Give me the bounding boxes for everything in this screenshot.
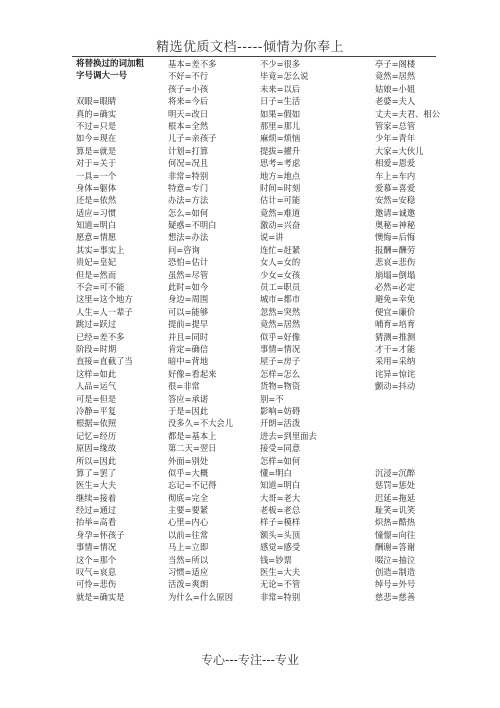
word-pair: 非常=特别	[260, 591, 301, 602]
word-pair	[375, 417, 493, 429]
word-pair: 医生=大夫	[260, 567, 301, 578]
word-pair: 怎样=怎么	[260, 368, 301, 379]
word-pair: 已经=差不多	[76, 331, 125, 342]
word-pair: 彻底=完全	[168, 492, 209, 503]
word-pair: 暗中=背地	[168, 356, 209, 367]
word-pair: 根据=依照	[76, 418, 117, 429]
word-pair: 时间=时刻	[260, 182, 301, 193]
word-pair: 竟然=居然	[375, 71, 416, 82]
word-pair: 炽热=酷热	[375, 517, 416, 528]
word-pair: 适应=习惯	[76, 207, 117, 218]
word-pair: 肯定=确信	[168, 343, 209, 354]
word-pair: 恐怕=估计	[168, 257, 209, 268]
word-pair: 知道=明白	[76, 220, 117, 231]
word-pair: 身边=周围	[168, 294, 209, 305]
word-pair: 估计=可能	[260, 195, 301, 206]
word-pair: 其实=事实上	[76, 244, 125, 255]
word-pair: 必然=必定	[375, 282, 416, 293]
word-pair: 问=咨询	[168, 244, 200, 255]
word-pair: 相爱=恩爱	[375, 158, 416, 169]
word-pair: 进去=到里面去	[260, 430, 317, 441]
word-pair: 就是=确实是	[76, 591, 125, 602]
word-pair: 事情=情况	[260, 343, 301, 354]
word-pair: 屋子=房子	[260, 356, 301, 367]
word-pair: 啜泣=抽泣	[375, 554, 416, 565]
word-pair: 懂=明白	[260, 467, 292, 478]
word-pair: 不会=可不能	[76, 282, 125, 293]
word-pair: 很=非常	[168, 381, 200, 392]
word-pair: 接受=同意	[260, 443, 301, 454]
word-pair: 别=不	[260, 393, 284, 404]
word-pair: 原因=缘故	[76, 443, 117, 454]
header-divider	[72, 56, 436, 57]
word-pair: 可以=能够	[168, 306, 209, 317]
word-pair: 采用=采纳	[375, 356, 416, 367]
word-pair: 基本=差不多	[168, 59, 217, 69]
word-pair: 奥秘=神秘	[375, 220, 416, 231]
word-pair: 冷静=平复	[76, 405, 117, 416]
word-pair: 没多久=不大会儿	[168, 418, 234, 429]
word-column-2	[168, 58, 258, 603]
word-pair: 怎么=如何	[168, 207, 209, 218]
word-pair: 身孕=怀孩子	[76, 529, 125, 540]
word-pair: 似乎=好像	[260, 331, 301, 342]
word-pair: 激动=兴奋	[260, 220, 301, 231]
word-pair: 那里=那儿	[260, 120, 301, 131]
word-pair: 货物=物资	[260, 381, 301, 392]
word-pair: 提拔=擢升	[260, 145, 301, 156]
word-pair: 办法=方法	[168, 195, 209, 206]
word-pair: 耻笑=讥笑	[375, 505, 416, 516]
word-pair: 以前=往常	[168, 529, 209, 540]
word-pair	[375, 455, 493, 467]
word-pair: 钱=钞票	[260, 554, 292, 565]
word-pair: 安然=安稳	[375, 195, 416, 206]
word-pair: 事情=情况	[76, 542, 117, 553]
word-pair: 非常=特别	[168, 170, 209, 181]
word-pair: 说=讲	[260, 232, 284, 243]
word-pair: 根本=全然	[168, 120, 209, 131]
word-pair: 贵妃=皇妃	[76, 257, 117, 268]
word-pair: 这里=这个地方	[76, 294, 133, 305]
word-pair: 可是=但是	[76, 393, 117, 404]
word-column-1	[76, 58, 168, 603]
word-pair: 憧憬=向往	[375, 529, 416, 540]
word-pair: 崩塌=倒塌	[375, 269, 416, 280]
word-pair: 不少=很多	[260, 59, 301, 69]
word-pair: 便宜=廉价	[375, 306, 416, 317]
word-pair: 于是=因此	[168, 405, 209, 416]
word-pair: 悲哀=悲伤	[375, 257, 416, 268]
word-pair: 算了=罢了	[76, 467, 117, 478]
word-pair: 丈夫=夫君、相公	[375, 108, 441, 119]
word-pair: 大家=大伙儿	[375, 145, 424, 156]
word-pair: 主要=要紧	[168, 505, 209, 516]
word-pair: 不好=不行	[168, 71, 209, 82]
word-pair: 如果=假如	[260, 108, 301, 119]
word-pair: 姑娘=小姐	[375, 83, 416, 94]
word-pair: 真的=确实	[76, 108, 117, 119]
word-pair	[76, 83, 168, 95]
word-pair: 明天=改日	[168, 108, 209, 119]
word-column-4	[375, 58, 493, 603]
word-pair: 经过=通过	[76, 505, 117, 516]
column-heading-line: 将替换过的词加粗	[76, 59, 145, 69]
word-pair: 少年=青年	[375, 133, 416, 144]
word-pair: 车上=车内	[375, 170, 416, 181]
word-pair: 大哥=老大	[260, 492, 301, 503]
word-pair: 还是=依然	[76, 195, 117, 206]
word-pair: 酬谢=答谢	[375, 542, 416, 553]
word-pair: 避免=幸免	[375, 294, 416, 305]
word-pair: 忽然=突然	[260, 306, 301, 317]
word-pair: 惩罚=惩处	[375, 480, 416, 491]
word-column-3	[260, 58, 374, 603]
word-pair: 直接=直截了当	[76, 356, 133, 367]
word-pair: 颤动=抖动	[375, 381, 416, 392]
word-pair: 样子=模样	[260, 517, 301, 528]
word-pair: 何况=况且	[168, 158, 209, 169]
word-pair: 所以=因此	[76, 455, 117, 466]
word-pair: 抬举=高看	[76, 517, 117, 528]
word-pair: 感觉=感受	[260, 542, 301, 553]
word-pair: 少女=女孩	[260, 269, 301, 280]
word-pair: 心里=内心	[168, 517, 209, 528]
word-pair: 疑惑=不明白	[168, 220, 217, 231]
word-pair	[375, 405, 493, 417]
word-pair: 提前=提早	[168, 319, 209, 330]
word-pair: 马上=立即	[168, 542, 209, 553]
word-pair	[375, 430, 493, 442]
word-pair: 可怜=悲伤	[76, 579, 117, 590]
word-pair: 慈悲=慈善	[375, 591, 416, 602]
word-pair: 习惯=适应	[168, 567, 209, 578]
word-pair: 迟延=拖延	[375, 492, 416, 503]
word-pair	[375, 442, 493, 454]
word-pair: 创造=制造	[375, 567, 416, 578]
word-pair: 儿子=亲孩子	[168, 133, 217, 144]
word-pair: 额头=头顶	[260, 529, 301, 540]
word-pair: 为什么=什么原因	[168, 591, 234, 602]
word-pair: 特意=专门	[168, 182, 209, 193]
word-pair: 管家=总管	[375, 120, 416, 131]
word-pair: 城市=都市	[260, 294, 301, 305]
word-pair: 似乎=大概	[168, 467, 209, 478]
word-pair: 未来=以后	[260, 83, 301, 94]
word-pair: 才干=才能	[375, 343, 416, 354]
word-pair: 麻烦=烦恼	[260, 133, 301, 144]
word-pair: 这个=那个	[76, 554, 117, 565]
word-pair: 身体=躯体	[76, 182, 117, 193]
word-pair: 都是=基本上	[168, 430, 217, 441]
word-pair: 无论=不管	[260, 579, 301, 590]
word-pair: 对于=关于	[76, 158, 117, 169]
word-pair: 人生=人一辈子	[76, 306, 133, 317]
word-pair: 懊悔=后悔	[375, 232, 416, 243]
word-pair: 影响=妨碍	[260, 405, 301, 416]
word-pair: 跳过=跃过	[76, 319, 117, 330]
word-pair: 愿意=情愿	[76, 232, 117, 243]
word-pair: 好像=看起来	[168, 368, 217, 379]
word-pair: 虽然=尽管	[168, 269, 209, 280]
word-pair: 邀请=诚邀	[375, 207, 416, 218]
word-pair: 绰号=外号	[375, 579, 416, 590]
word-pair: 哺育=培育	[375, 319, 416, 330]
word-pair: 竟然=难道	[260, 207, 301, 218]
word-pair: 连忙=赶紧	[260, 244, 301, 255]
column-heading-line: 字号调大一号	[76, 71, 128, 82]
word-pair: 记忆=经历	[76, 430, 117, 441]
header-title: 精选优质文档-----倾情为你奉上	[156, 40, 344, 55]
word-pair: 算是=就是	[76, 145, 117, 156]
word-pair: 双眼=眼睛	[76, 96, 117, 107]
word-pair: 计划=打算	[168, 145, 209, 156]
word-pair: 如今=现在	[76, 133, 117, 144]
word-pair: 继续=接着	[76, 492, 117, 503]
word-pair	[375, 393, 493, 405]
word-pair: 但是=然而	[76, 269, 117, 280]
word-pair: 孩子=小孩	[168, 83, 209, 94]
word-pair: 忘记=不记得	[168, 480, 217, 491]
word-pair: 亭子=阁楼	[375, 59, 416, 69]
word-pair: 地方=地点	[260, 170, 301, 181]
word-pair: 员工=职员	[260, 282, 301, 293]
word-pair: 活泼=爽朗	[168, 579, 209, 590]
word-pair: 不过=只是	[76, 120, 117, 131]
word-pair: 诧异=惊诧	[375, 368, 416, 379]
word-pair: 爱慕=喜爱	[375, 182, 416, 193]
word-pair: 外面=别处	[168, 455, 209, 466]
word-pair: 老板=老总	[260, 505, 301, 516]
word-pair: 毕竟=怎么说	[260, 71, 309, 82]
word-pair: 想法=办法	[168, 232, 209, 243]
word-pair: 报酬=酬劳	[375, 244, 416, 255]
word-pair: 日子=生活	[260, 96, 301, 107]
word-pair: 一具=一个	[76, 170, 117, 181]
word-pair: 第二天=翌日	[168, 443, 217, 454]
word-pair: 开朗=活泼	[260, 418, 301, 429]
word-pair: 并且=同时	[168, 331, 209, 342]
word-pair: 猜测=推测	[375, 331, 416, 342]
word-pair: 阶段=时期	[76, 343, 117, 354]
word-pair: 此时=如今	[168, 282, 209, 293]
word-pair: 沉浸=沉醉	[375, 467, 416, 478]
word-pair: 答应=承诺	[168, 393, 209, 404]
word-pair: 怎样=如何	[260, 455, 301, 466]
word-pair: 医生=大夫	[76, 480, 117, 491]
word-pair: 将来=今后	[168, 96, 209, 107]
word-pair: 叹气=哀息	[76, 567, 117, 578]
word-pair: 这样=如此	[76, 368, 117, 379]
word-pair: 老婆=夫人	[375, 96, 416, 107]
word-pair: 女人=女的	[260, 257, 301, 268]
footer-text: 专心---专注---专业	[201, 653, 299, 667]
word-pair: 思考=考虑	[260, 158, 301, 169]
word-pair: 知道=明白	[260, 480, 301, 491]
word-pair: 人品=运气	[76, 381, 117, 392]
word-pair: 当然=所以	[168, 554, 209, 565]
word-pair: 竟然=居然	[260, 319, 301, 330]
